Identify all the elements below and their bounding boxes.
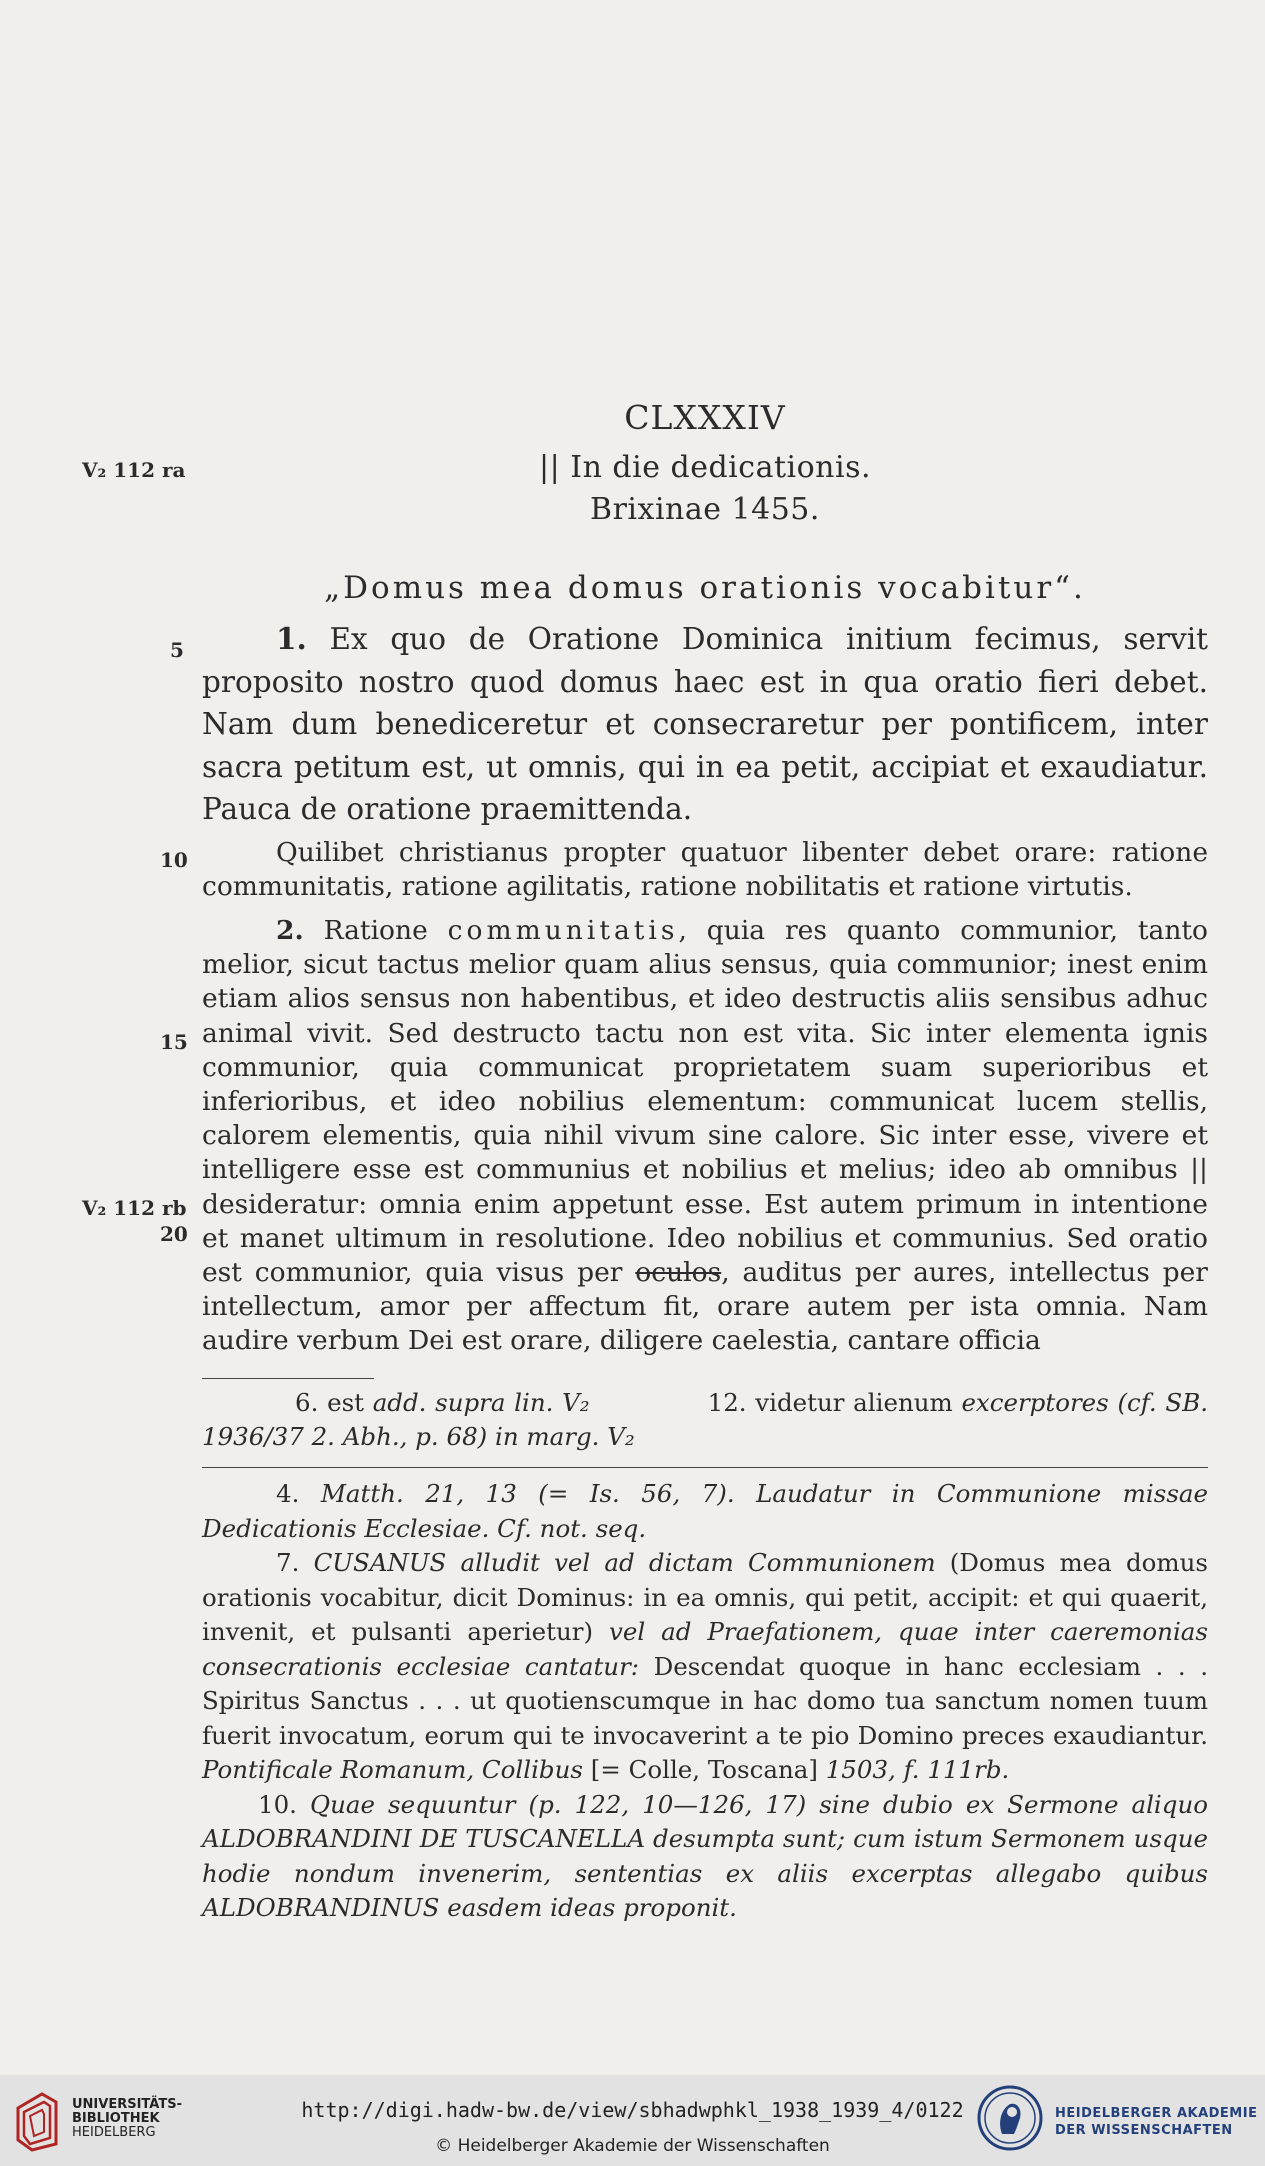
line-number-15: 15 (160, 1030, 188, 1054)
academy-label (1055, 2105, 1257, 2139)
paragraph-text: Quilibet christianus propter quatuor libenter debet orare: ratione communitatis, ratione agilitatis, ratione nobilitatis et ratione virtutis. (202, 837, 1208, 902)
struck-word: oculos (635, 1257, 722, 1289)
note-7-italic-3: Pontificale Romanum, Collibus (202, 1755, 583, 1784)
paragraph-keyword-b: communitatis (447, 915, 679, 946)
sermon-number: CLXXXIV (624, 398, 786, 437)
notes-rule (202, 1467, 1208, 1468)
sermon-motto: „Domus mea domus orationis vocabitur“. (324, 570, 1086, 606)
note-7-italic-1: CUSANUS alludit vel ad dictam Communionem (313, 1548, 936, 1577)
apparatus-entry-6: 6. est (295, 1388, 364, 1417)
sermon-title: || In die dedicationis. (538, 450, 872, 485)
paragraph-text: Ex quo de Oratione Dominica initium fecimus, servit proposito nostro quod domus haec est in qua oratio fieri debet. Nam dum benediceretur et consecraretur per pontificem, inter sacra petitum est, ut omnis, qui in ea petit, accipiat et exaudiatur. Pauca de oratione praemittenda. (202, 622, 1208, 826)
note-4-text: Matth. 21, 13 (= Is. 56, 7). Laudatur in Communione missae Dedicationis Ecclesiae. Cf. not. seq. (202, 1479, 1208, 1543)
note-7-text-3: [= Colle, Toscana] (590, 1755, 818, 1784)
source-url-link[interactable]: http://digi.hadw-bw.de/view/sbhadwphkl_1938_1939_4/0122 (301, 2098, 964, 2122)
sermon-place-year: Brixinae 1455. (590, 492, 820, 527)
note-7-number: 7. (276, 1548, 300, 1577)
library-label-line-1: UNIVERSITÄTS- (72, 2097, 182, 2112)
academy-seal-icon (976, 2084, 1044, 2152)
note-7-text-2: Descendat quoque in hanc ecclesiam . . . Spiritus Sanctus . . . ut quotienscumque in hac domo tua sanctum nomen tuum fuerit invocatum, eorum qui te invocaverint a te pio Domino preces exaudiantur. (202, 1651, 1209, 1750)
note-7-text-1: (Domus mea domus orationis vocabitur, dicit Dominus: in ea omnis, qui petit, accipit: et qui quaerit, invenit, et pulsanti aperietur) (202, 1548, 1208, 1646)
apparatus-rule (202, 1378, 374, 1379)
line-number-20: 20 (160, 1222, 188, 1246)
paragraph-number: 2. (276, 915, 304, 946)
apparatus-entry-12: 12. videtur alienum (707, 1388, 953, 1417)
line-number-10: 10 (160, 848, 188, 872)
paragraph-keyword-a: Ratione (323, 915, 428, 946)
paragraph-text-3: , auditus per aures, intellectus per intellectum, amor per affectum fit, orare autem per ista omnia. Nam audire verbum Dei est orare, diligere caelestia, cantare officia (202, 1257, 1208, 1357)
paragraph-2 (202, 836, 1208, 904)
note-10-number: 10. (258, 1789, 297, 1819)
line-number-5: 5 (170, 638, 184, 662)
library-label-line-3: HEIDELBERG (72, 2125, 156, 2140)
note-7-italic-4: 1503, f. 111rb. (825, 1755, 1010, 1784)
apparatus-entry-12-note: (cf. SB. 1936/37 2. Abh., p. 68) in marg. V₂ (202, 1388, 1208, 1451)
copyright-notice: © Heidelberger Akademie der Wissenschaften (435, 2136, 830, 2156)
paragraph-3 (202, 914, 1208, 1359)
note-7-italic-2: vel ad Praefationem, quae inter caeremonias consecrationis ecclesiae cantatur: (202, 1617, 1208, 1681)
note-4-number: 4. (276, 1479, 300, 1508)
paragraph-number: 1. (276, 621, 307, 656)
critical-apparatus (202, 1386, 1208, 1454)
margin-folio-ra: V₂ 112 ra (82, 458, 186, 482)
academy-label-line-2: DER WISSENSCHAFTEN (1055, 2123, 1233, 2138)
apparatus-entry-6-note: add. supra lin. V₂ (372, 1388, 590, 1417)
paragraph-text: , quia res quanto communior, tanto melior, sicut tactus melior quam alius sensus, quia communior; inest enim etiam alios sensus non habentibus, et ideo destructis aliis sensibus adhuc animal vivit. Sed destructo tactu non est vita. Sic inter elementa ignis communior, quia communicat proprietatem suam superioribus et inferioribus, et ideo nobilius elementum: communicat lucem stellis, calorem elementis, quia nihil vivum sine calore. Sic inter esse, vivere et intelligere esse est communius et nobilius et melius; ideo ab omnibus (202, 915, 1208, 1186)
paragraph-1 (202, 618, 1208, 831)
commentary-notes (202, 1477, 1208, 1926)
library-label-line-2: BIBLIOTHEK (72, 2111, 160, 2126)
margin-folio-rb: V₂ 112 rb (82, 1196, 187, 1220)
apparatus-entry-12-excerptores: excerptores (961, 1388, 1109, 1417)
paragraph-text-2: || desideratur: omnia enim appetunt esse. Est autem primum in intentione et manet ultimum in resolutione. Ideo nobilius et communius. Sed oratio est communior, quia visus per (202, 1154, 1208, 1289)
note-10-text: Quae sequuntur (p. 122, 10—126, 17) sine dubio ex Sermone aliquo ALDOBRANDINI DE TUSCANELLA desumpta sunt; cum istum Sermonem usque hodie nondum invenerim, sententias ex aliis excerptas allegabo quibus ALDOBRANDINUS easdem ideas proponit. (202, 1789, 1208, 1922)
academy-label-line-1: HEIDELBERGER AKADEMIE (1055, 2106, 1258, 2121)
